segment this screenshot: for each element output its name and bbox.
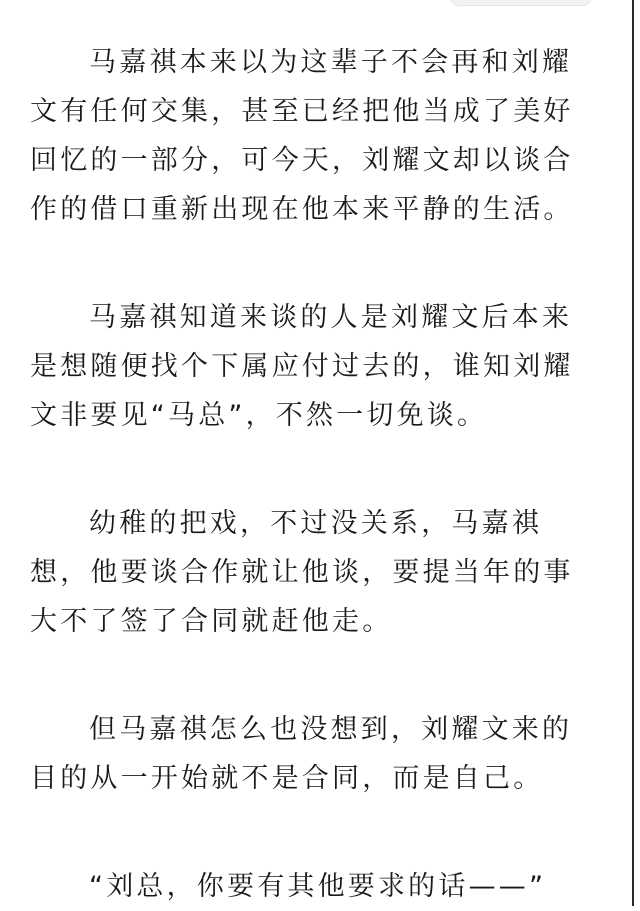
paragraph-5-dialogue: “刘总，你要有其他要求的话——” (89, 871, 547, 902)
article-body (30, 38, 602, 911)
top-bar-remnant (450, 0, 592, 6)
paragraph-1: 马嘉祺本来以为这辈子不会再和刘耀文有任何交集，甚至已经把他当成了美好回忆的一部分，可今天，刘耀文却以谈合作的借口重新出现在他本来平静的生活。 (30, 47, 574, 225)
paragraph-3: 幼稚的把戏，不过没关系，马嘉祺想，他要谈合作就让他谈，要提当年的事大不了签了合同就赶他走。 (30, 508, 574, 637)
paragraph-4: 但马嘉祺怎么也没想到，刘耀文来的目的从一开始就不是合同，而是自己。 (30, 714, 573, 794)
page-edge-border (632, 0, 634, 906)
paragraph-2: 马嘉祺知道来谈的人是刘耀文后本来是想随便找个下属应付过去的，谁知刘耀文非要见“马总”，不然一切免谈。 (30, 302, 574, 431)
